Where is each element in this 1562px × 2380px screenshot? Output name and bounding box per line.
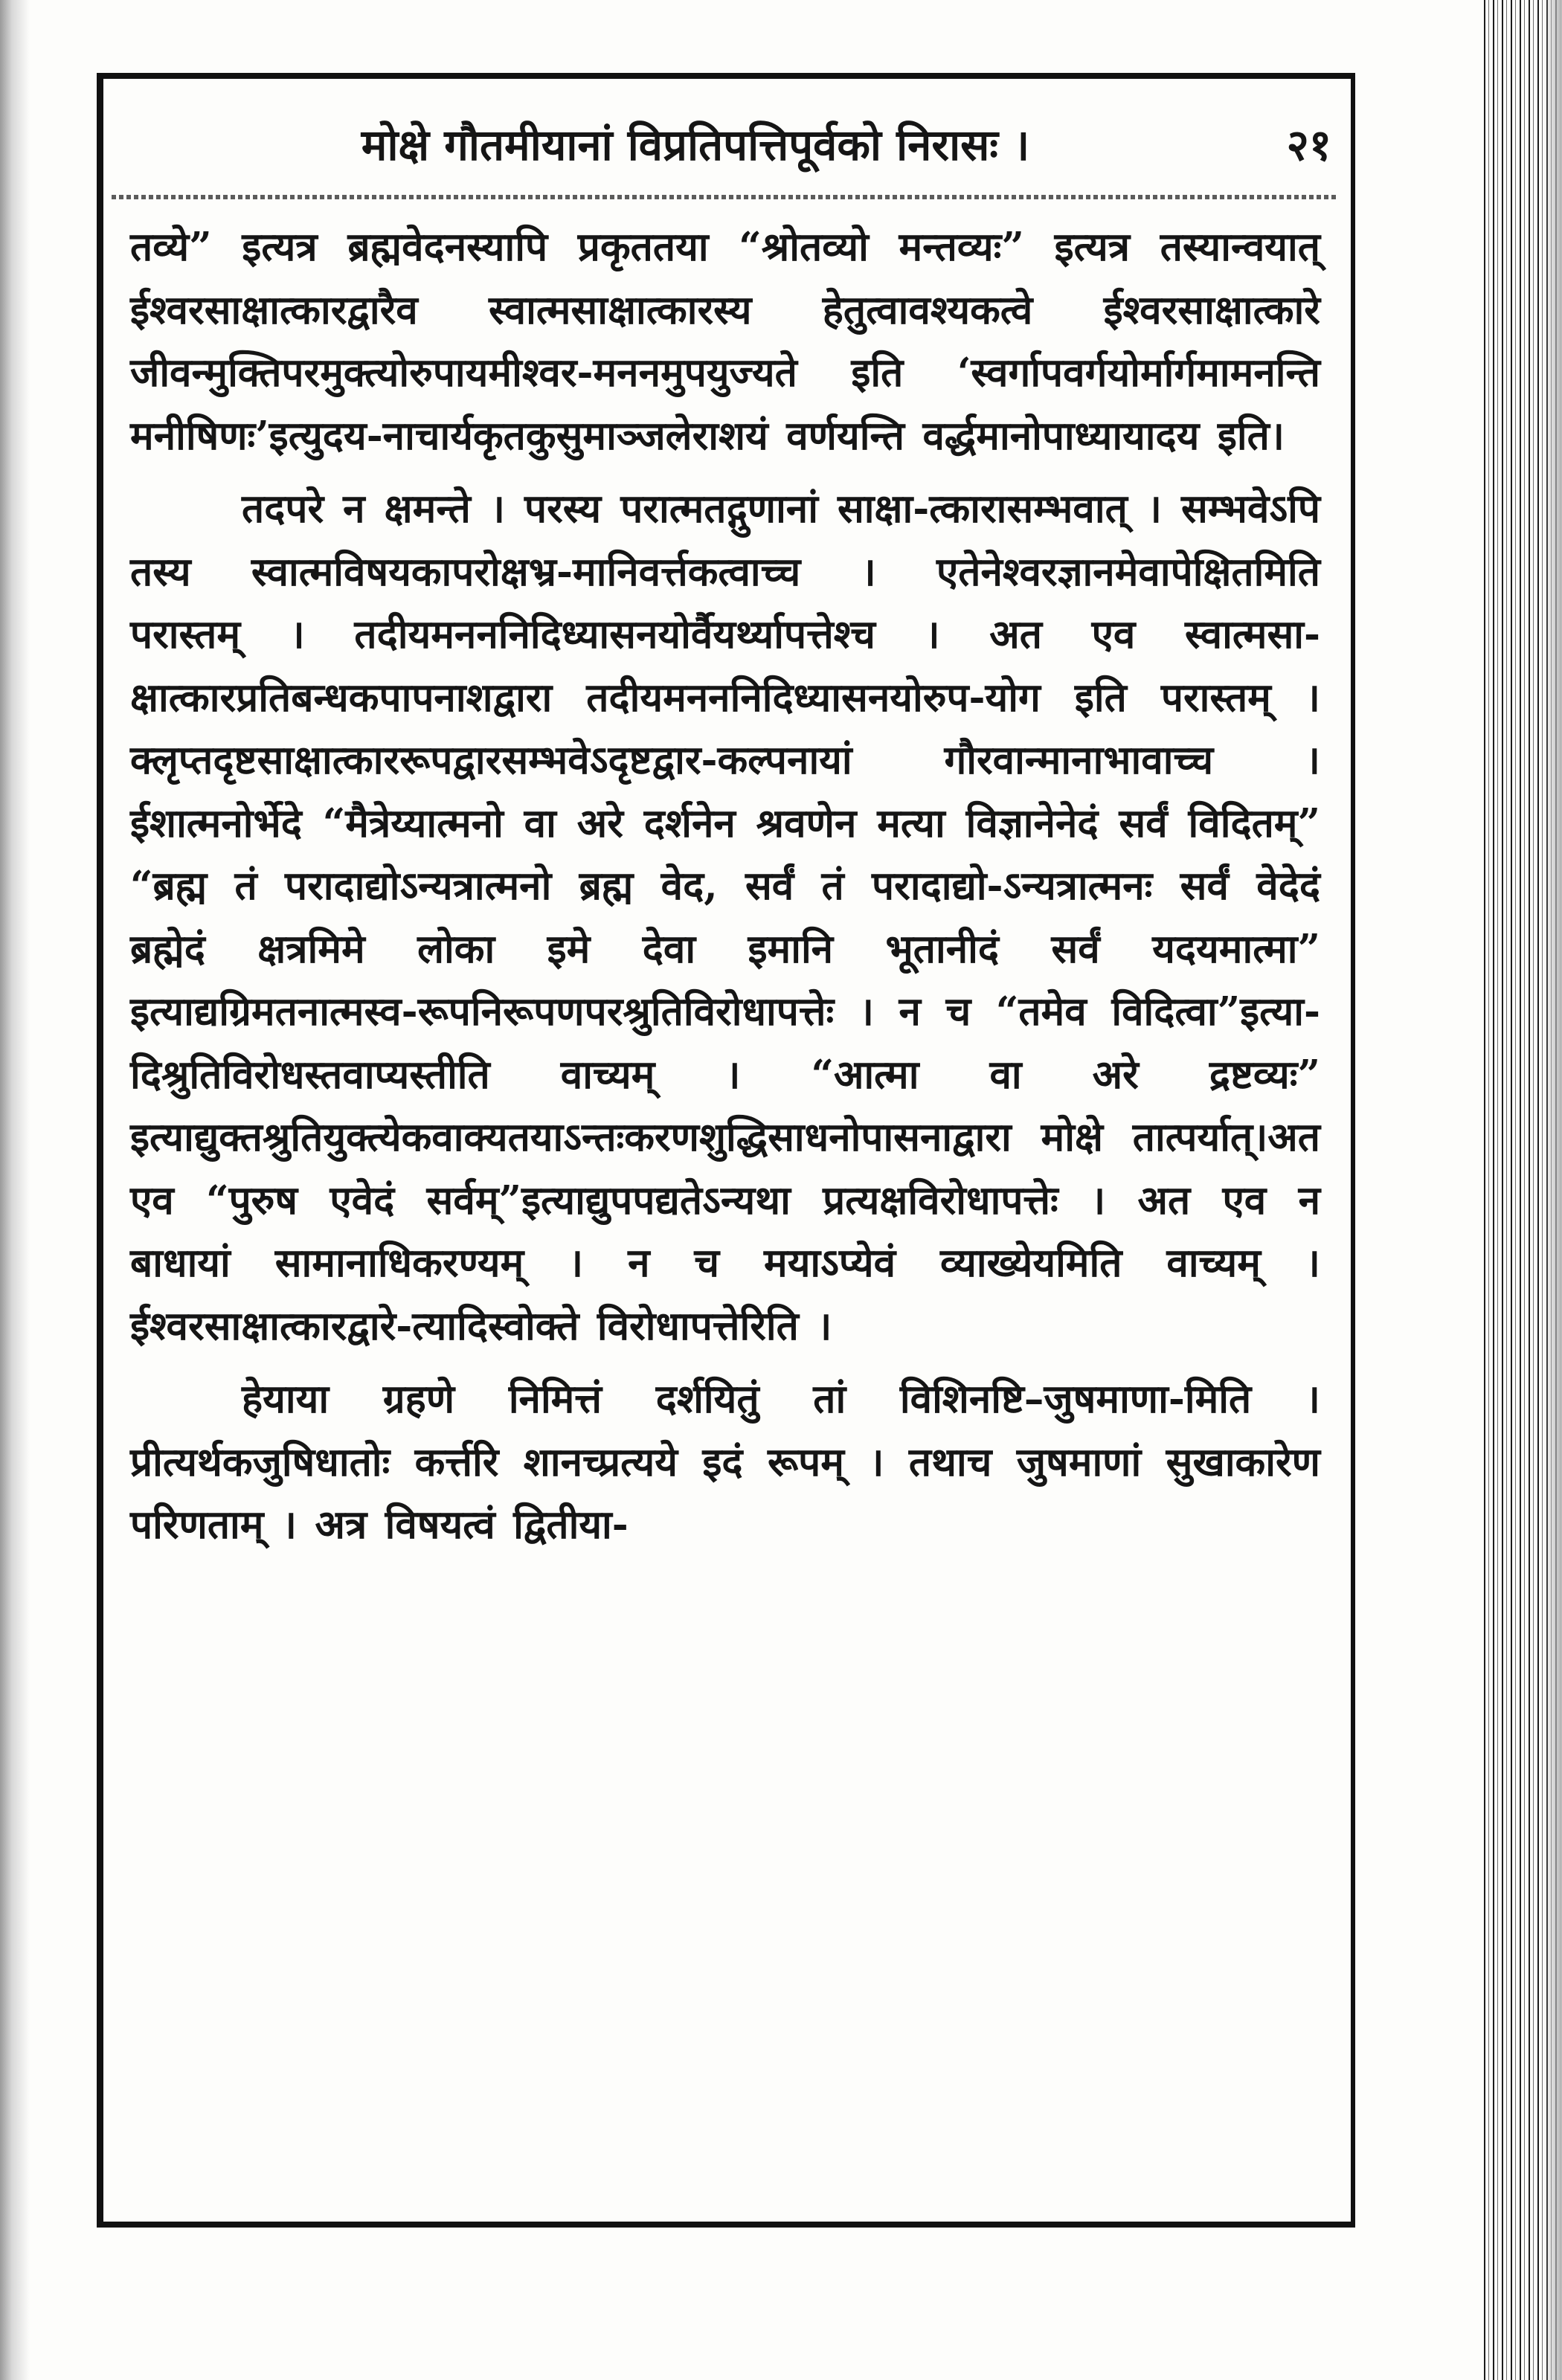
header-title: मोक्षे गौतमीयानां विप्रतिपत्तिपूर्वको निरासः । (361, 120, 1030, 170)
paragraph: हेयाया ग्रहणे निमित्तं दर्शयितुं तां विशिनष्टि–जुषमाणा-मिति । प्रीत्यर्थकजुषिधातोः कर्त्तरि शानच्प्रत्यये इदं रूपम् । तथाच जुषमाणां सुखाकारेण परिणताम् । अत्र विषयत्वं द्वितीया- (130, 1376, 1320, 1548)
main-text (130, 216, 1320, 1557)
page-number: २१ (1286, 120, 1331, 170)
scan-edge-shadow (0, 0, 30, 2380)
running-header (112, 112, 1339, 178)
header-rule (112, 195, 1339, 199)
paragraph: तदपरे न क्षमन्ते । परस्य परात्मतद्गुणानां साक्षा-त्कारासम्भवात् । सम्भवेऽपि तस्य स्वात्मविषयकापरोक्षभ्र-मानिवर्त्तकत्वाच्च । एतेनेश्वरज्ञानमेवापेक्षितमिति परास्तम् । तदीयमनननिदिध्यासनयोर्वैयर्थ्यापत्तेश्च । अत एव स्वात्मसा-क्षात्कारप्रतिबन्धकपापनाशद्वारा तदीयमनननिदिध्यासनयोरुप-योग इति परास्तम् । क्लृप्तदृष्टसाक्षात्काररूपद्वारसम्भवेऽदृष्टद्वार-कल्पनायां गौरवान्मानाभावाच्च । ईशात्मनोर्भेदे “मैत्रेय्यात्मनो वा अरे दर्शनेन श्रवणेन मत्या विज्ञानेनेदं सर्वं विदितम्” “ब्रह्म तं परादाद्योऽन्यत्रात्मनो ब्रह्म वेद, सर्वं तं परादाद्यो-ऽन्यत्रात्मनः सर्वं वेदेदं ब्रह्मेदं क्षत्रमिमे लोका इमे देवा इमानि भूतानीदं सर्वं यदयमात्मा” इत्याद्यग्रिमतनात्मस्व-रूपनिरूपणपरश्रुतिविरोधापत्तेः । न च “तमेव विदित्वा”इत्या-दिश्रुतिविरोधस्तवाप्यस्तीति वाच्यम् । “आत्मा वा अरे द्रष्टव्यः” इत्याद्युक्तश्रुतियुक्त्येकवाक्यतयाऽन्तःकरणशुद्धिसाधनोपासनाद्वारा मोक्षे तात्पर्यात्।अत एव “पुरुष एवेदं सर्वम्”इत्याद्युपपद्यतेऽन्यथा प्रत्यक्षविरोधापत्तेः । अत एव न बाधायां सामानाधिकरण्यम् । न च मयाऽप्येवं व्याख्येयमिति वाच्यम् । ईश्वरसाक्षात्कारद्वारे-त्यादिस्वोक्ते विरोधापत्तेरिति । (130, 486, 1320, 1349)
book-edge-shade (1543, 0, 1562, 2380)
paragraph-continued: तव्ये” इत्यत्र ब्रह्मवेदनस्यापि प्रकृततया “श्रोतव्यो मन्तव्यः” इत्यत्र तस्यान्वयात् ईश्वरसाक्षात्कारद्वारैव स्वात्मसाक्षात्कारस्य हेतुत्वावश्यकत्वे ईश्वरसाक्षात्कारे जीवन्मुक्तिपरमुक्त्योरुपायमीश्वर-मननमुपयुज्यते इति ‘स्वर्गापवर्गयोर्मार्गमामनन्ति मनीषिणः’इत्युदय-नाचार्यकृतकुसुमाञ्जलेराशयं वर्णयन्ति वर्द्धमानोपाध्यायादय इति। (130, 224, 1320, 459)
